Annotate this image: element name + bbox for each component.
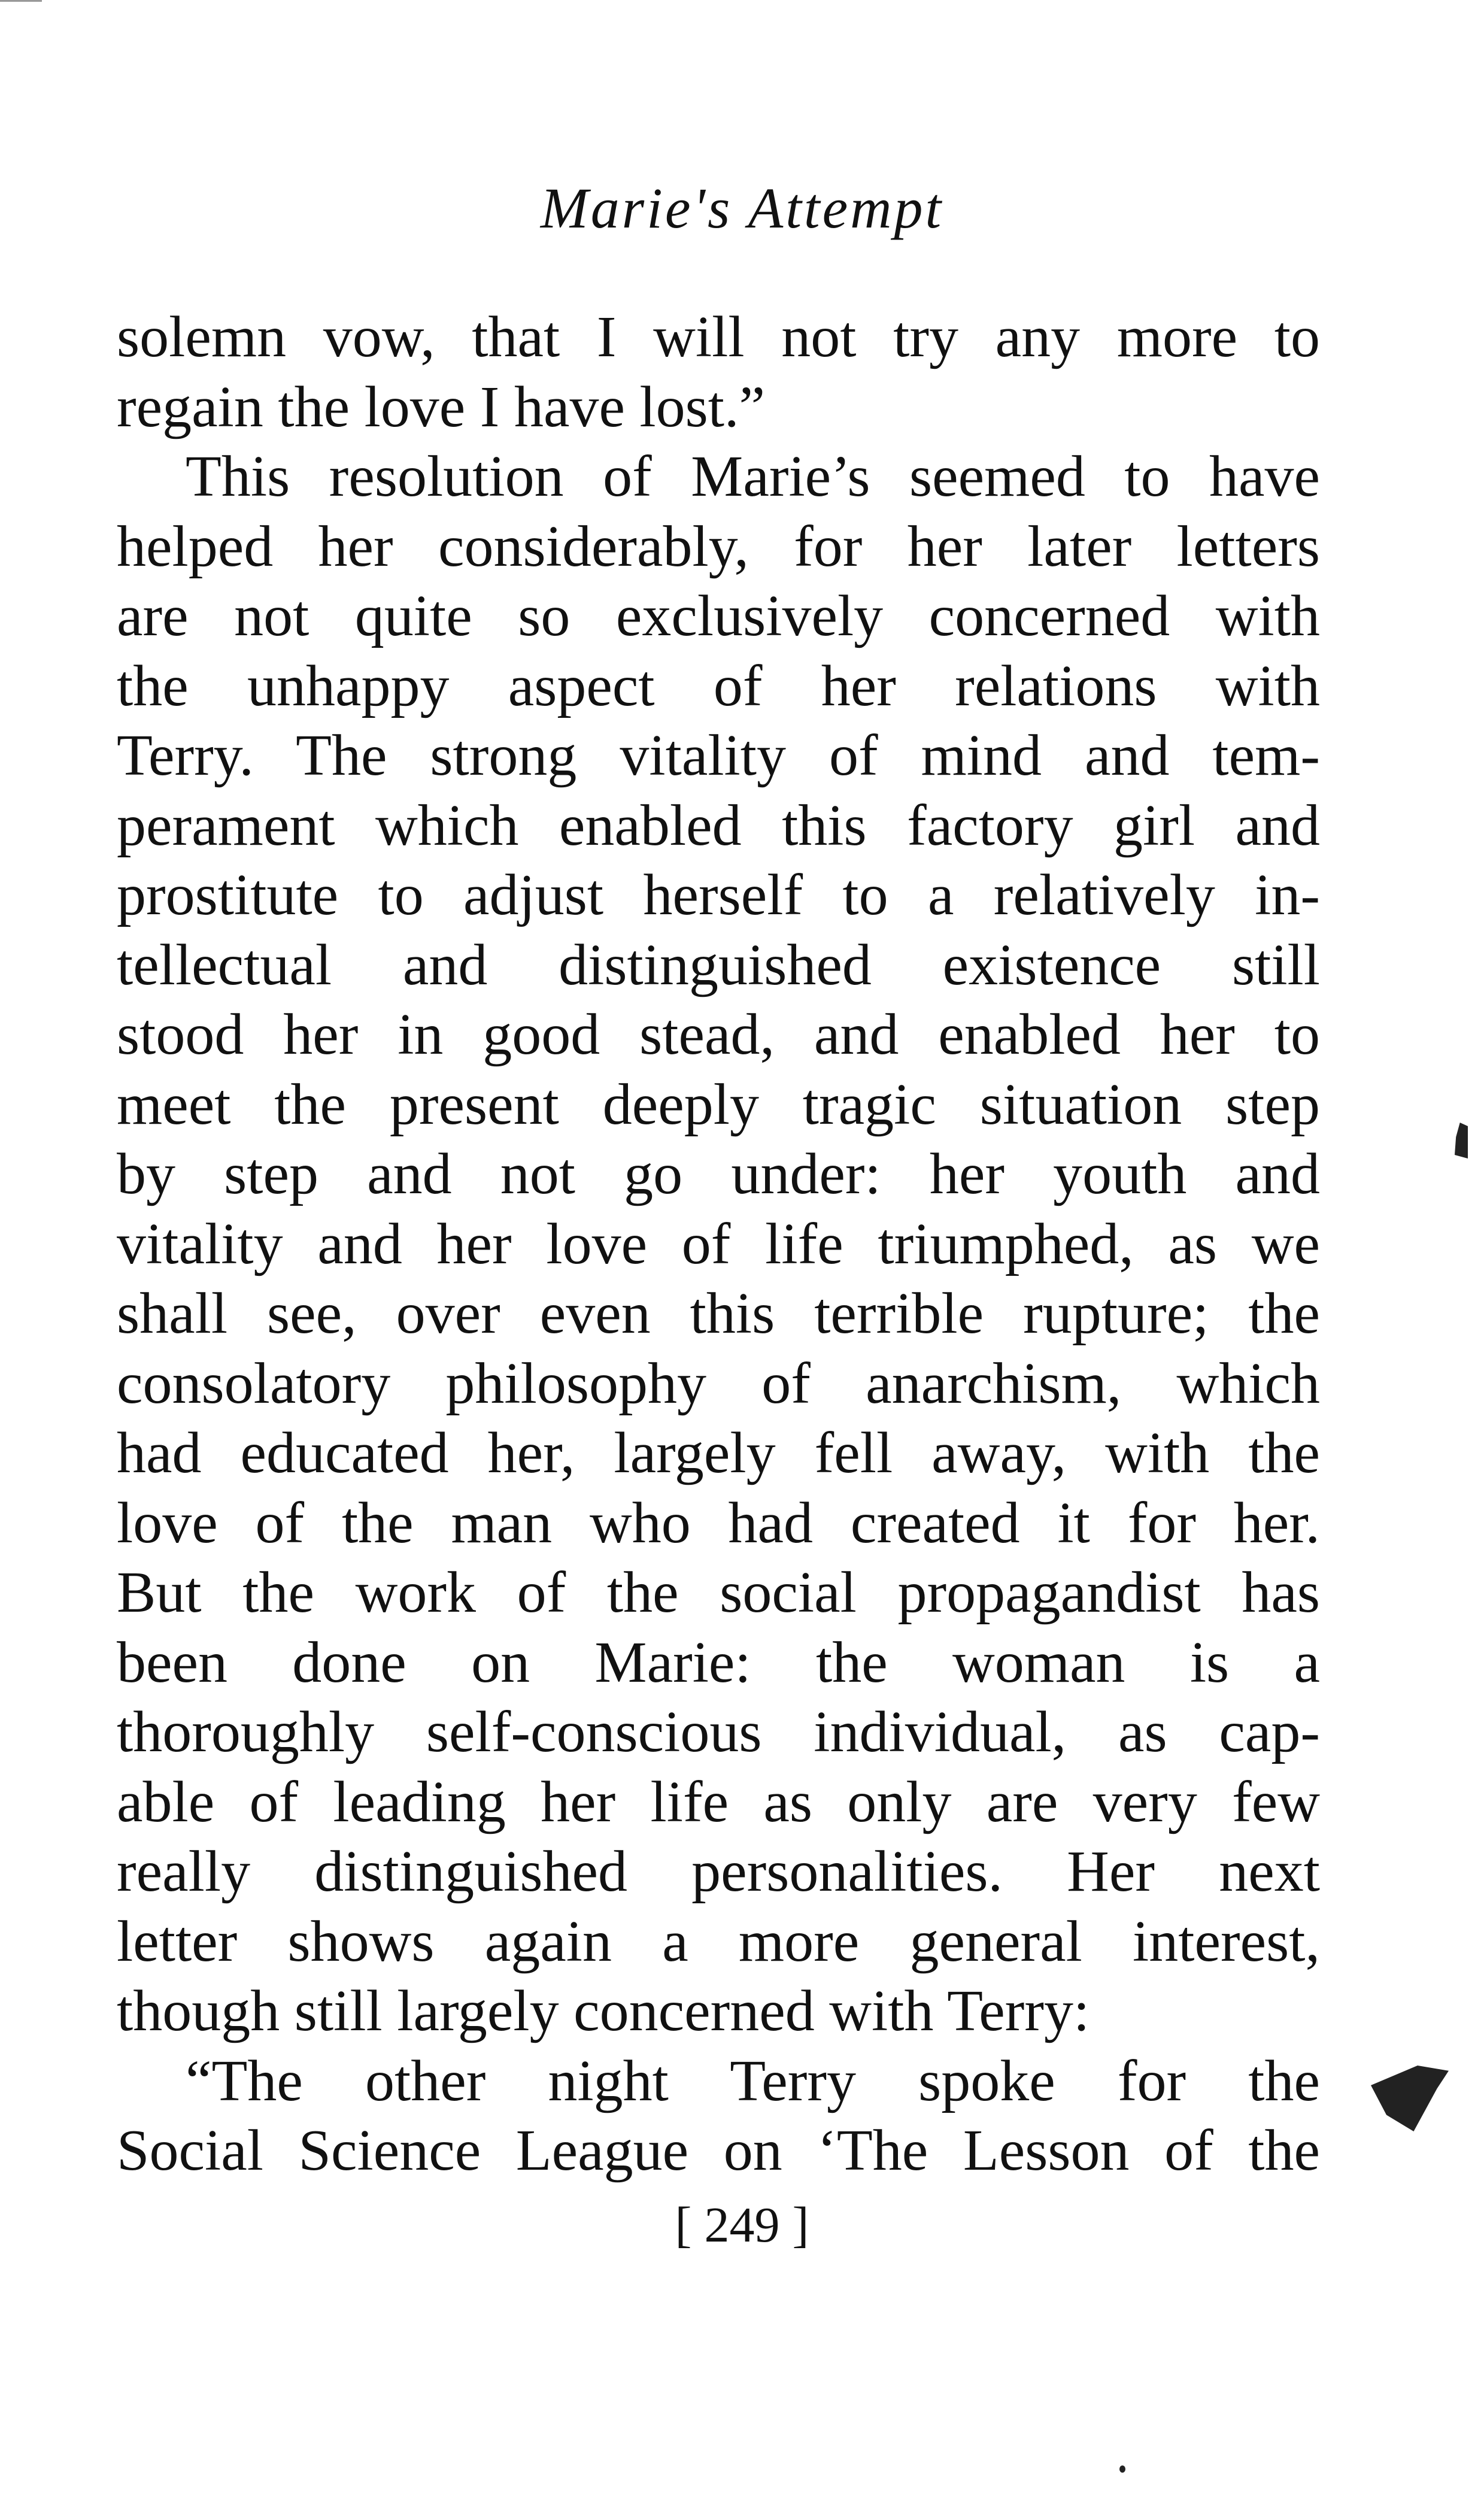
text-line: are not quite so exclusively concerned with	[117, 584, 1320, 648]
scan-edge-rule	[0, 0, 42, 2]
running-head: Marie's Attempt	[540, 176, 944, 240]
text-line: prostitute to adjust herself to a relatively in-	[117, 863, 1320, 927]
text-line: though still largely concerned with Terry:	[117, 1979, 1090, 2043]
text-line: been done on Marie: the woman is a	[117, 1630, 1320, 1695]
text-line: Terry. The strong vitality of mind and tem-	[117, 723, 1320, 788]
text-line: regain the love I have lost.”	[117, 374, 766, 439]
text-line: love of the man who had created it for her.	[117, 1490, 1320, 1555]
text-line: Social Science League on ‘The Lesson of the	[117, 2118, 1320, 2183]
text-line: “The other night Terry spoke for the	[186, 2048, 1320, 2113]
ink-blot-mark	[1455, 1123, 1468, 1158]
ink-blot-mark	[1371, 2066, 1449, 2131]
text-line: the unhappy aspect of her relations with	[117, 653, 1320, 718]
text-line: helped her considerably, for her later letters	[117, 514, 1320, 579]
text-line: really distinguished personalities. Her next	[117, 1839, 1320, 1904]
text-line: thoroughly self-conscious individual, as cap-	[117, 1700, 1320, 1764]
text-line: vitality and her love of life triumphed, as we	[117, 1211, 1320, 1276]
page-number: [ 249 ]	[675, 2197, 809, 2253]
text-line: solemn vow, that I will not try any more to	[117, 305, 1320, 369]
ink-speck-mark	[1119, 2465, 1125, 2473]
text-line: perament which enabled this factory girl and	[117, 793, 1320, 858]
text-line: This resolution of Marie’s seemed to have	[186, 444, 1320, 509]
text-line: But the work of the social propagandist has	[117, 1560, 1320, 1625]
text-line: able of leading her life as only are very few	[117, 1769, 1320, 1834]
text-line: had educated her, largely fell away, with the	[117, 1421, 1320, 1485]
text-line: by step and not go under: her youth and	[117, 1142, 1320, 1206]
text-line: letter shows again a more general interest,	[117, 1909, 1320, 1974]
text-line: shall see, over even this terrible rupture; the	[117, 1281, 1320, 1346]
text-line: stood her in good stead, and enabled her to	[117, 1002, 1320, 1067]
body-text	[117, 302, 1320, 2186]
text-line: consolatory philosophy of anarchism, which	[117, 1351, 1320, 1416]
text-line: meet the present deeply tragic situation step	[117, 1072, 1320, 1137]
text-line: tellectual and distinguished existence still	[117, 932, 1320, 997]
